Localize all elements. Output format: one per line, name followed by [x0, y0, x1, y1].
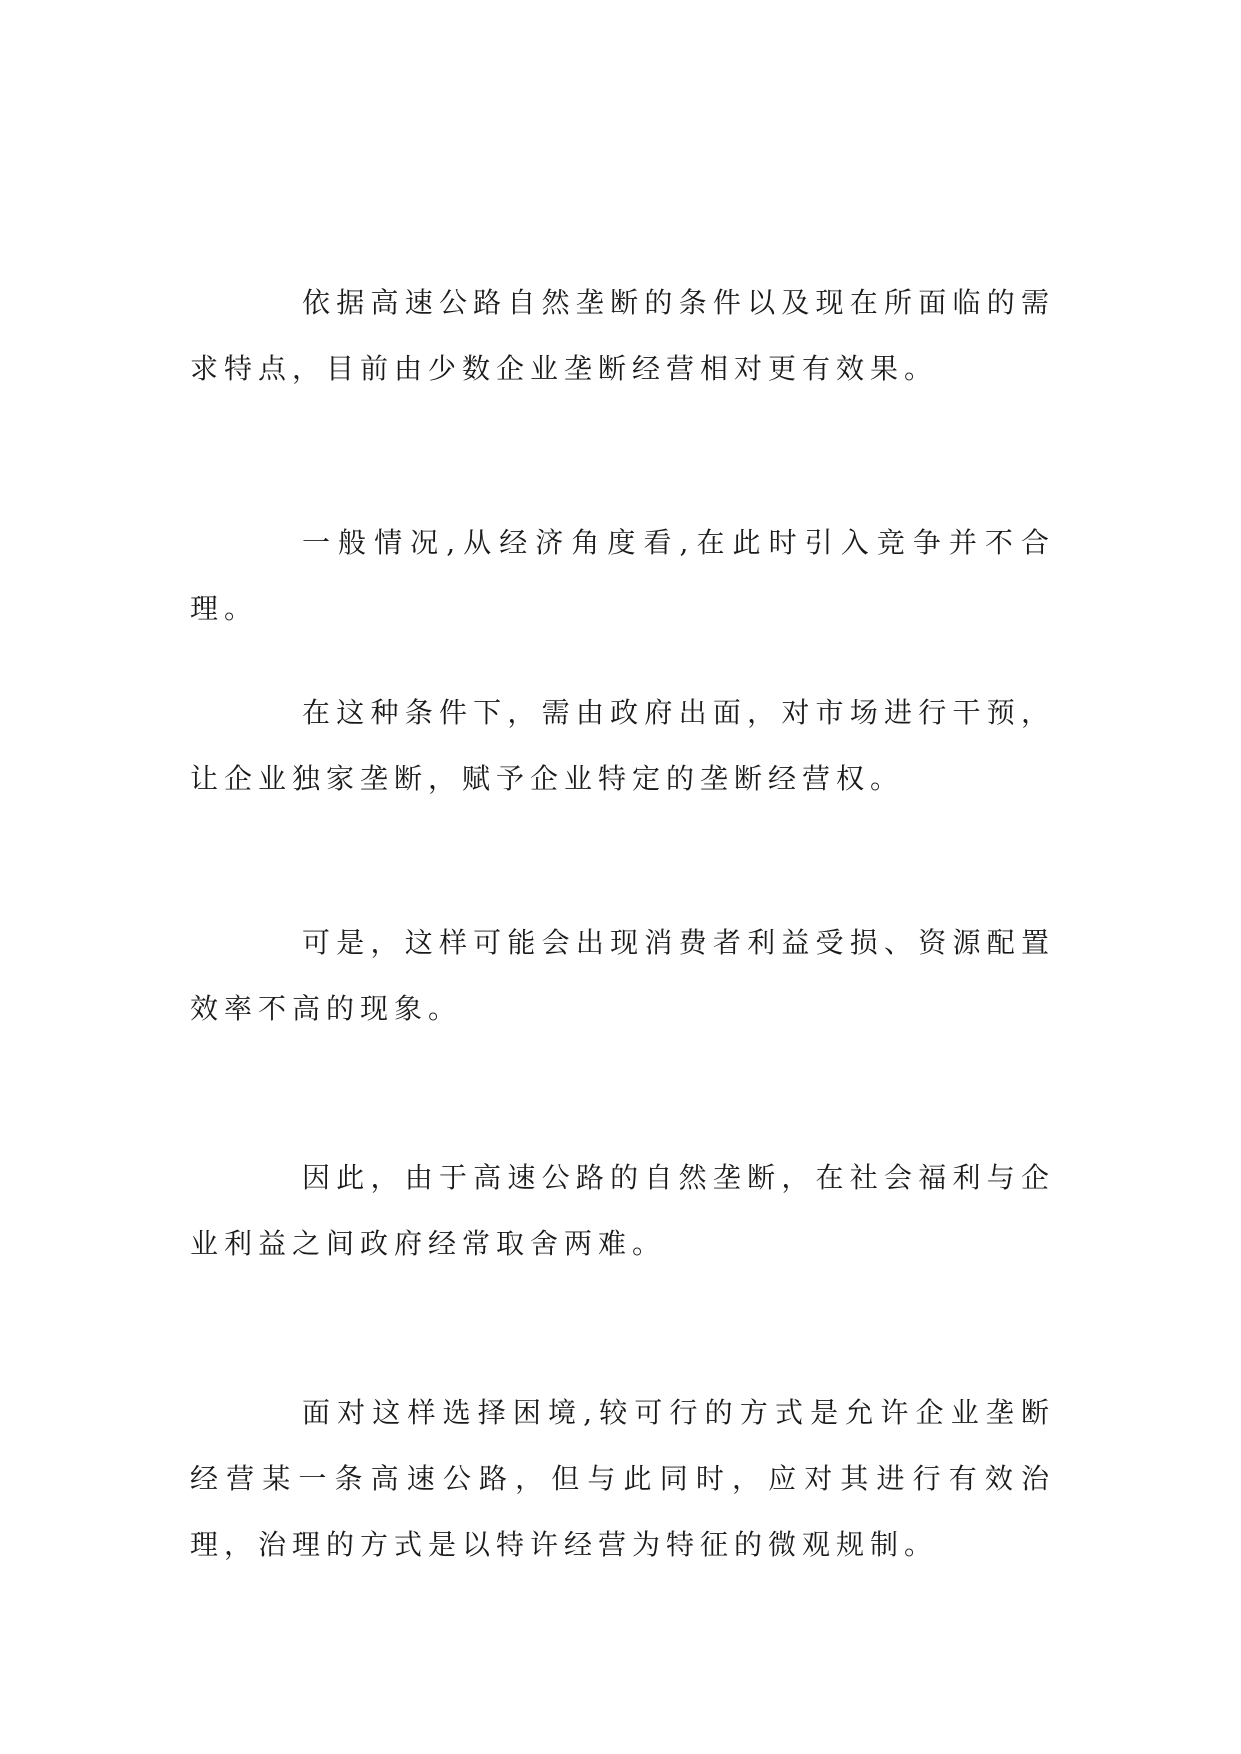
paragraph-2: 一般情况,从经济角度看,在此时引入竞争并不合理。 — [190, 526, 1055, 625]
paragraph-5: 因此，由于高速公路的自然垄断，在社会福利与企业利益之间政府经常取舍两难。 — [190, 1161, 1055, 1260]
paragraph-6: 面对这样选择困境,较可行的方式是允许企业垄断经营某一条高速公路，但与此同时，应对其进行有效治理，治理的方式是以特许经营为特征的微观规制。 — [190, 1396, 1055, 1561]
paragraph-3: 在这种条件下，需由政府出面，对市场进行干预，让企业独家垄断，赋予企业特定的垄断经营权。 — [190, 696, 1055, 795]
paragraph-4: 可是，这样可能会出现消费者利益受损、资源配置效率不高的现象。 — [190, 926, 1055, 1025]
paragraph-1: 依据高速公路自然垄断的条件以及现在所面临的需求特点，目前由少数企业垄断经营相对更有效果。 — [190, 286, 1055, 385]
